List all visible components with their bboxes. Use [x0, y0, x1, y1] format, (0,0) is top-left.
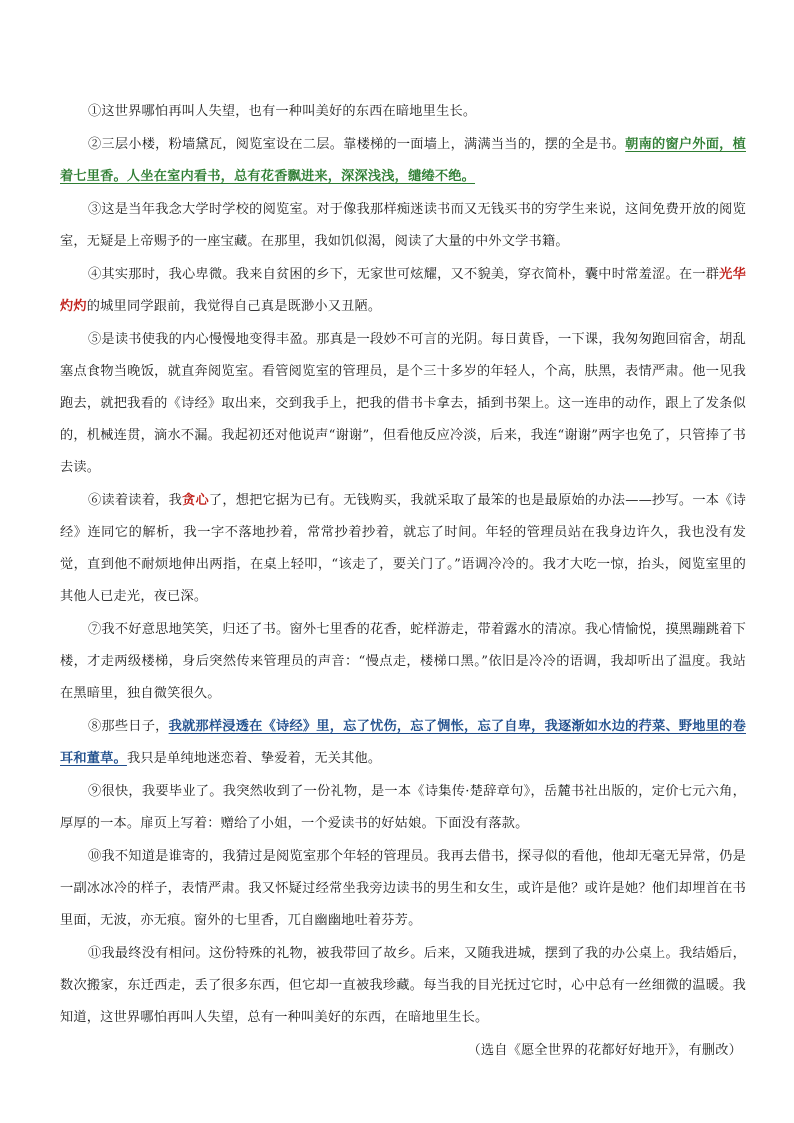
highlighted-text: 贪心 [182, 493, 209, 508]
paragraph-text: ④其实那时，我心卑微。我来自贫困的乡下，无家世可炫耀，又不貌美，穿衣简朴，囊中时常羞涩。在一群 [88, 267, 720, 282]
paragraph-text: 我只是单纯地迷恋着、挚爱着，无关其他。 [126, 751, 382, 766]
paragraph-text: ⑥读着读着，我 [88, 493, 183, 508]
paragraph-2 [60, 129, 746, 193]
paragraph-5 [60, 324, 746, 484]
paragraph-4 [60, 259, 746, 323]
highlighted-text: 光华灼灼 [60, 267, 746, 314]
paragraph-text: ⑨很快，我要毕业了。我突然收到了一份礼物，是一本《诗集传·楚辞章句》，岳麓书社出版的，定价七元六角，厚厚的一本。扉页上写着：赠给了小姐，一个爱读书的好姑娘。下面没有落款。 [60, 784, 746, 831]
paragraph-9 [60, 776, 746, 840]
highlighted-text: 朝南的窗户外面，植着七里香。人坐在室内看书，总有花香飘进来，深深浅浅，缱绻不绝。 [60, 137, 746, 184]
paragraph-text: ⑩我不知道是谁寄的，我猜过是阅览室那个年轻的管理员。我再去借书，探寻似的看他，他却无毫无异常，仍是一副冰冰冷的样子，表情严肃。我又怀疑过经常坐我旁边读书的男生和女生，或许是他？或许是她？他们却埋首在书里面，无波，亦无痕。窗外的七里香，兀自幽幽地吐着芬芳。 [60, 849, 746, 928]
paragraph-text: ③这是当年我念大学时学校的阅览室。对于像我那样痴迷读书而又无钱买书的穷学生来说，这间免费开放的阅览室，无疑是上帝赐予的一座宝藏。在那里，我如饥似渴，阅读了大量的中外文学书籍。 [60, 202, 746, 249]
highlighted-text: 我就那样浸透在《诗经》里，忘了忧伤，忘了惆怅，忘了自卑，我逐渐如水边的荇菜、野地里的卷耳和董草。 [60, 719, 746, 766]
article-body [60, 96, 746, 1067]
paragraph-6 [60, 485, 746, 613]
paragraph-8 [60, 711, 746, 775]
paragraph-text: ①这世界哪怕再叫人失望，也有一种叫美好的东西在暗地里生长。 [88, 104, 477, 119]
paragraph-7 [60, 614, 746, 710]
paragraph-3 [60, 194, 746, 258]
paragraph-10 [60, 841, 746, 937]
paragraph-text: 了，想把它据为已有。无钱购买，我就采取了最笨的也是最原始的办法——抄写。一本《诗经》连同它的解析，我一字不落地抄着，常常抄着抄着，就忘了时间。年轻的管理员站在我身边许久，我也没有发觉，直到他不耐烦地伸出两指，在桌上轻叩，“该走了，要关门了。”语调冷冷的。我才大吃一惊，抬头，阅览室里的其他人已走光，夜已深。 [60, 493, 747, 604]
paragraph-text: ⑧那些日子， [88, 719, 169, 734]
paragraph-text: ⑤是读书使我的内心慢慢地变得丰盈。那真是一段妙不可言的光阴。每日黄昏，一下课，我匆匆跑回宿舍，胡乱塞点食物当晚饭，就直奔阅览室。看管阅览室的管理员，是个三十多岁的年轻人，个高，肤黑，表情严肃。他一见我跑去，就把我看的《诗经》取出来，交到我手上，把我的借书卡拿去，插到书架上。这一连串的动作，跟上了发条似的，机械连贯，滴水不漏。我起初还对他说声“谢谢”，但看他反应冷淡，后来，我连“谢谢”两字也免了，只管捧了书去读。 [60, 332, 746, 475]
paragraph-text: ⑪我最终没有相问。这份特殊的礼物，被我带回了故乡。后来，又随我进城，摆到了我的办公桌上。我结婚后，数次搬家，东迁西走，丢了很多东西，但它却一直被我珍藏。每当我的目光抚过它时，心中总有一丝细微的温暖。我知道，这世界哪怕再叫人失望，总有一种叫美好的东西，在暗地里生长。 [60, 946, 746, 1025]
paragraph-text: 的城里同学跟前，我觉得自己真是既渺小又丑陋。 [86, 299, 382, 314]
paragraph-text: ⑦我不好意思地笑笑，归还了书。窗外七里香的花香，蛇样游走，带着露水的清凉。我心情愉悦，摸黑蹦跳着下楼，才走两级楼梯，身后突然传来管理员的声音：“慢点走，楼梯口黑。”依旧是冷冷的语调，我却听出了温度。我站在黑暗里，独自微笑很久。 [60, 622, 746, 701]
paragraph-1 [60, 96, 746, 128]
source-citation: （选自《愿全世界的花都好好地开》，有删改） [467, 1043, 742, 1058]
paragraph-11 [60, 938, 746, 1034]
paragraph-text: ②三层小楼，粉墙黛瓦，阅览室设在二层。靠楼梯的一面墙上，满满当当的，摆的全是书。 [88, 137, 626, 152]
